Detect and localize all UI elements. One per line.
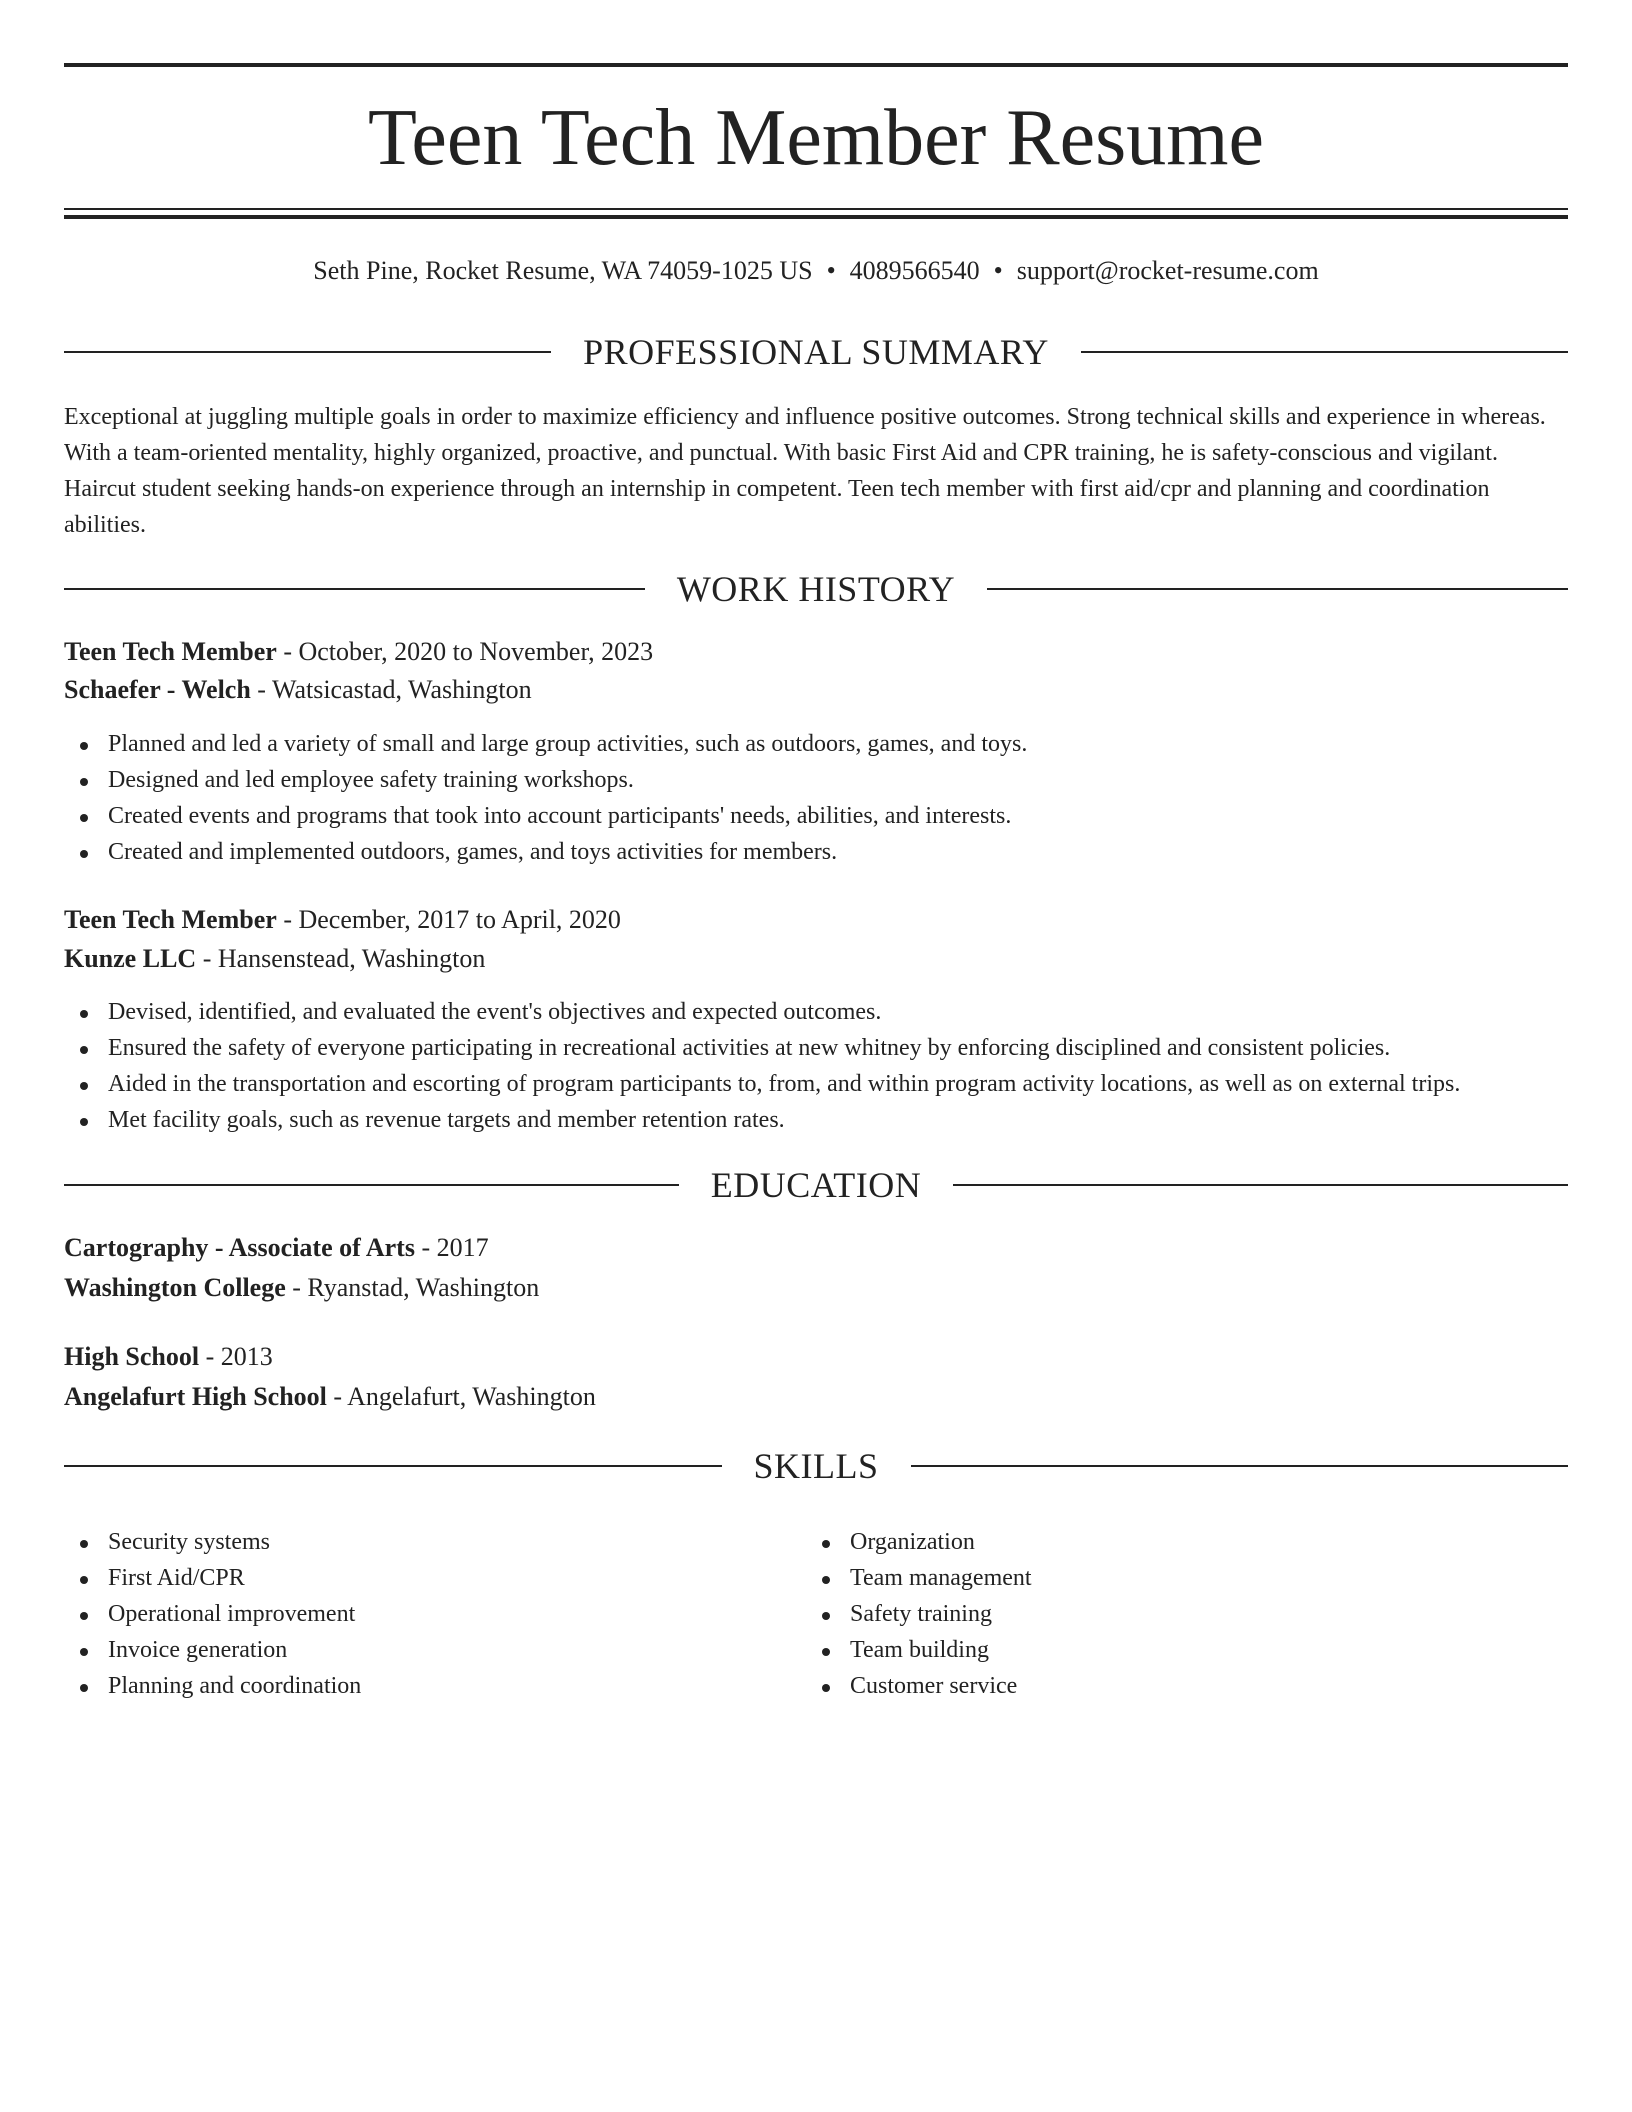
heading-rule [64, 588, 645, 590]
summary-text: Exceptional at juggling multiple goals in order to maximize efficiency and influence positive outcomes. Strong technical skills and experience in whereas. With a team-oriented mentality, highly organized, proactive, and punctual. With basic First Aid and CPR training, he is safety-conscious and vigilant. Haircut student seeking hands-on experience through an internship in competent. Teen tech member with first aid/cpr and planning and coordination abilities. [64, 404, 1546, 538]
job-dates: - December, 2017 to April, 2020 [276, 905, 621, 934]
section-heading-skills [64, 1444, 1568, 1488]
skill-item: Customer service [806, 1668, 1506, 1704]
skill-item: Operational improvement [64, 1596, 764, 1632]
contact-separator: • [993, 256, 1003, 285]
contact-line [64, 254, 1568, 288]
section-heading-work [64, 567, 1568, 611]
education-school: Washington College [64, 1273, 286, 1302]
education-location: - Ryanstad, Washington [285, 1273, 540, 1302]
heading-label: PROFESSIONAL SUMMARY [583, 332, 1049, 372]
job-title: Teen Tech Member [64, 637, 277, 666]
education-school-line [64, 1379, 1568, 1415]
list-item: Created events and programs that took into account participants' needs, abilities, and interests. [64, 798, 1568, 834]
education-school-line [64, 1270, 1568, 1306]
resume-title: Teen Tech Member Resume [368, 94, 1264, 182]
skills-list-right [806, 1524, 1506, 1704]
skill-item: First Aid/CPR [64, 1560, 764, 1596]
list-item: Ensured the safety of everyone participating in recreational activities at new whitney by enforcing disciplined and consistent policies. [64, 1030, 1568, 1066]
job-dates: - October, 2020 to November, 2023 [276, 637, 654, 666]
job-company: Schaefer - Welch [64, 675, 251, 704]
job-company-line [64, 672, 1568, 708]
heading-rule [953, 1184, 1568, 1186]
contact-address: Seth Pine, Rocket Resume, WA 74059-1025 US [313, 256, 813, 285]
section-heading-education [64, 1163, 1568, 1207]
list-item: Devised, identified, and evaluated the event's objectives and expected outcomes. [64, 994, 1568, 1030]
section-heading-summary [64, 330, 1568, 374]
heading-rule [987, 588, 1568, 590]
education-location: - Angelafurt, Washington [326, 1382, 596, 1411]
list-item: Planned and led a variety of small and large group activities, such as outdoors, games, and toys. [64, 726, 1568, 762]
heading-label: EDUCATION [710, 1165, 922, 1205]
heading-label: SKILLS [753, 1446, 879, 1486]
contact-phone: 4089566540 [849, 256, 980, 285]
skills-list-left [64, 1524, 764, 1704]
list-item: Created and implemented outdoors, games, and toys activities for members. [64, 834, 1568, 870]
heading-rule [64, 351, 551, 353]
title-rule-thin [64, 208, 1568, 210]
job-location: - Hansenstead, Washington [196, 944, 486, 973]
skill-item: Team management [806, 1560, 1506, 1596]
skill-item: Security systems [64, 1524, 764, 1560]
skill-item: Safety training [806, 1596, 1506, 1632]
education-year: - 2013 [199, 1342, 273, 1371]
list-item: Designed and led employee safety training workshops. [64, 762, 1568, 798]
education-degree-line [64, 1230, 1568, 1266]
job-location: - Watsicastad, Washington [250, 675, 532, 704]
education-degree: High School [64, 1342, 200, 1371]
education-degree: Cartography - Associate of Arts [64, 1233, 415, 1262]
heading-rule [1081, 351, 1568, 353]
heading-rule [64, 1465, 722, 1467]
skill-item: Organization [806, 1524, 1506, 1560]
job-bullets [64, 994, 1568, 1138]
heading-label: WORK HISTORY [676, 569, 956, 609]
heading-rule [64, 1184, 679, 1186]
heading-rule [911, 1465, 1569, 1467]
job-bullets [64, 726, 1568, 870]
job-title: Teen Tech Member [64, 905, 277, 934]
job-company-line [64, 941, 1568, 977]
job-company: Kunze LLC [64, 944, 197, 973]
job-title-line [64, 634, 1568, 670]
skill-item: Team building [806, 1632, 1506, 1668]
list-item: Aided in the transportation and escorting of program participants to, from, and within program activity locations, as well as on external trips. [64, 1066, 1568, 1102]
list-item: Met facility goals, such as revenue targets and member retention rates. [64, 1102, 1568, 1138]
job-title-line [64, 902, 1568, 938]
skill-item: Invoice generation [64, 1632, 764, 1668]
contact-email: support@rocket-resume.com [1016, 256, 1319, 285]
education-degree-line [64, 1339, 1568, 1375]
top-rule [64, 63, 1568, 67]
title-rule-thick [64, 215, 1568, 219]
education-school: Angelafurt High School [64, 1382, 327, 1411]
skill-item: Planning and coordination [64, 1668, 764, 1704]
education-year: - 2017 [414, 1233, 489, 1262]
contact-separator: • [826, 256, 836, 285]
